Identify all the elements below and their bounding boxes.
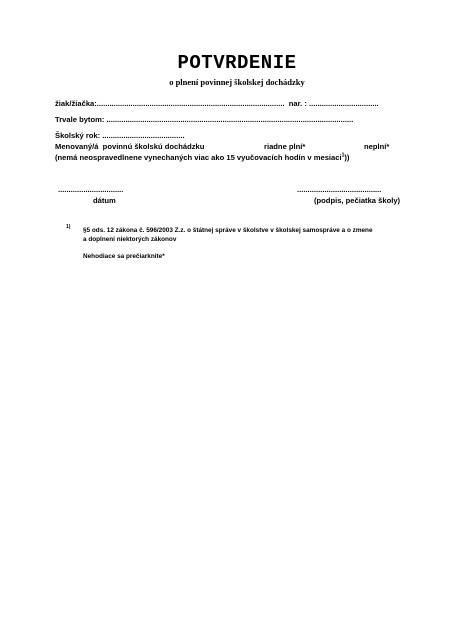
date-signature-line: ............................... — [58, 185, 124, 194]
document-subtitle: o plnení povinnej školskej dochádzky — [169, 77, 305, 87]
student-field: žiak/žiačka:......................................................................................... nar. : ................................. — [55, 99, 379, 108]
absence-note-end: )) — [344, 153, 350, 162]
option-not-fulfills: neplní* — [364, 142, 390, 151]
footnote-text-line1: §5 ods. 12 zákona č. 596/2003 Z.z. o štátnej správe v školstve v školskej samospráve a o zmene — [83, 227, 373, 234]
absence-note-footnote-ref: 1 — [341, 152, 345, 159]
absence-note — [55, 153, 349, 163]
attendance-line — [55, 142, 204, 152]
residence-field: Trvale bytom: ..................................................................................................................... — [55, 115, 354, 124]
footnote-text-line2: a doplnení niektorých zákonov — [83, 236, 177, 243]
date-label: dátum — [93, 196, 116, 205]
footnote-mark: 1) — [66, 224, 71, 230]
document-title: POTVRDENIE — [177, 52, 297, 74]
strike-note: Nehodiace sa prečiarknite* — [83, 253, 165, 260]
school-year-field: Školský rok: ....................................... — [55, 131, 185, 140]
stamp-label: (podpis, pečiatka školy) — [314, 196, 401, 205]
option-fulfills: riadne plní* — [264, 142, 306, 151]
absence-note-text: (nemá neospravedlnene vynechaných viac ako 15 vyučovacích hodín v mesiaci — [55, 153, 342, 162]
stamp-signature-line: ........................................ — [297, 185, 382, 194]
attendance-prefix: Menovaný/á povinnú školskú dochádzku — [55, 142, 205, 151]
